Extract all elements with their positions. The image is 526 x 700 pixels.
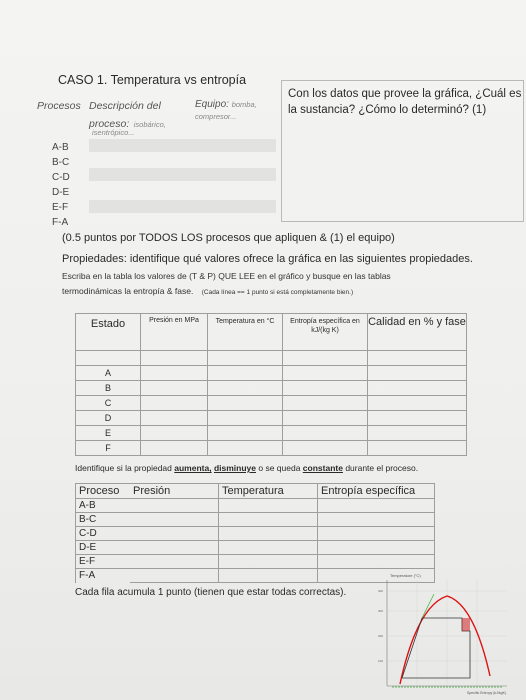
header-entropia: Entropía específica: [318, 484, 435, 499]
header-entropia: Entropía específica en kJ/(kg K): [283, 314, 368, 351]
table-header-row: [76, 484, 435, 499]
input-cell[interactable]: [208, 411, 283, 426]
svg-text:300: 300: [378, 609, 384, 613]
state-label: F: [76, 441, 141, 456]
state-label: A: [76, 366, 141, 381]
input-cell[interactable]: [130, 499, 219, 513]
input-cell[interactable]: [368, 411, 467, 426]
table-header-row: [76, 314, 467, 351]
table-row: [76, 499, 435, 513]
table-row: [76, 351, 467, 366]
table-row: [76, 411, 467, 426]
properties-table: [75, 313, 467, 456]
answer-field-ab[interactable]: [89, 139, 276, 152]
question-box[interactable]: [281, 80, 524, 222]
properties-line3: termodinámicas la entropía & fase. (Cada línea == 1 punto si está completamente bien.): [62, 286, 354, 296]
input-cell[interactable]: [219, 541, 318, 555]
process-label: C-D: [76, 527, 131, 541]
process-row-label: B-C: [52, 157, 70, 168]
footer-note: Cada fila acumula 1 punto (tienen que estar todas correctas).: [75, 587, 347, 598]
input-cell[interactable]: [368, 366, 467, 381]
scoring-note: (0.5 puntos por TODOS LOS procesos que apliquen & (1) el equipo): [62, 232, 395, 244]
question-text: Con los datos que provee la gráfica, ¿Cuál es la sustancia? ¿Cómo lo determinó? (1): [288, 88, 522, 116]
input-cell[interactable]: [141, 366, 208, 381]
input-cell[interactable]: [130, 541, 219, 555]
input-cell[interactable]: [368, 351, 467, 366]
input-cell[interactable]: [368, 396, 467, 411]
descripcion-header-line2: proceso: isobárico,: [89, 118, 166, 130]
state-label: D: [76, 411, 141, 426]
equipo-header: Equipo: bomba,: [195, 99, 257, 110]
table-row: [76, 426, 467, 441]
graph-x-label: Specific Entropy (kJ/kgK): [467, 691, 507, 695]
cycle-path: [402, 618, 470, 678]
answer-field-ef[interactable]: [89, 200, 276, 213]
input-cell[interactable]: [208, 441, 283, 456]
input-cell[interactable]: [318, 513, 435, 527]
input-cell[interactable]: [141, 411, 208, 426]
process-label: F-A: [76, 569, 131, 583]
state-label: E: [76, 426, 141, 441]
header-presion: Presión: [130, 484, 219, 499]
input-cell[interactable]: [368, 426, 467, 441]
trend-instruction: Identifique si la propiedad aumenta, disminuye o se queda constante durante el proceso.: [75, 463, 419, 473]
header-temperatura: Temperatura en °C: [208, 314, 283, 351]
table-row: [76, 381, 467, 396]
input-cell[interactable]: [368, 381, 467, 396]
input-cell[interactable]: [130, 569, 219, 583]
input-cell[interactable]: [141, 396, 208, 411]
input-cell[interactable]: [208, 351, 283, 366]
input-cell[interactable]: [130, 527, 219, 541]
header-calidad: Calidad en % y fase: [368, 314, 467, 351]
process-label: D-E: [76, 541, 131, 555]
saturation-dome: [400, 596, 490, 684]
graph-y-label: Temperature (°C): [390, 573, 421, 578]
input-cell[interactable]: [130, 555, 219, 569]
table-row: [76, 366, 467, 381]
input-cell[interactable]: [208, 381, 283, 396]
table-row: [76, 513, 435, 527]
input-cell[interactable]: [141, 441, 208, 456]
header-temperatura: Temperatura: [219, 484, 318, 499]
state-label: C: [76, 396, 141, 411]
state-cell: [76, 351, 141, 366]
input-cell[interactable]: [130, 513, 219, 527]
input-cell[interactable]: [283, 381, 368, 396]
process-row-label: F-A: [52, 217, 69, 228]
header-presion: Presión en MPa: [141, 314, 208, 351]
answer-field-cd[interactable]: [89, 168, 276, 181]
table-row: [76, 441, 467, 456]
process-label: B-C: [76, 513, 131, 527]
input-cell[interactable]: [219, 527, 318, 541]
table-row: [76, 396, 467, 411]
input-cell[interactable]: [219, 569, 318, 583]
input-cell[interactable]: [219, 555, 318, 569]
input-cell[interactable]: [219, 513, 318, 527]
input-cell[interactable]: [283, 411, 368, 426]
descripcion-header: Descripción del: [89, 100, 161, 112]
input-cell[interactable]: [283, 366, 368, 381]
svg-text:100: 100: [378, 659, 384, 663]
properties-line2: Escriba en la tabla los valores de (T & P) QUE LEE en el gráfico y busque en las tablas: [62, 271, 391, 281]
ts-diagram: [362, 566, 522, 696]
case-title: CASO 1. Temperatura vs entropía: [58, 73, 247, 87]
input-cell[interactable]: [219, 499, 318, 513]
header-proceso: Proceso: [76, 484, 131, 499]
procesos-header: Procesos: [37, 100, 81, 112]
input-cell[interactable]: [283, 441, 368, 456]
svg-text:400: 400: [378, 589, 384, 593]
cycle-highlight: [462, 618, 470, 631]
input-cell[interactable]: [141, 351, 208, 366]
input-cell[interactable]: [283, 426, 368, 441]
input-cell[interactable]: [318, 541, 435, 555]
descripcion-hint: isentrópico...: [92, 128, 135, 137]
graph-tick-labels: [378, 589, 383, 663]
process-label: E-F: [76, 555, 131, 569]
properties-heading: Propiedades: identifique qué valores ofrece la gráfica en las siguientes propiedades.: [62, 253, 473, 265]
process-row-label: E-F: [52, 202, 69, 213]
table-row: [76, 541, 435, 555]
input-cell[interactable]: [283, 396, 368, 411]
input-cell[interactable]: [318, 527, 435, 541]
header-estado: Estado: [76, 314, 141, 351]
input-cell[interactable]: [208, 366, 283, 381]
process-row-label: D-E: [52, 187, 70, 198]
svg-text:200: 200: [378, 634, 384, 638]
process-row-label: C-D: [52, 172, 70, 183]
input-cell[interactable]: [208, 396, 283, 411]
input-cell[interactable]: [141, 381, 208, 396]
process-label: A-B: [76, 499, 131, 513]
input-cell[interactable]: [318, 499, 435, 513]
input-cell[interactable]: [208, 426, 283, 441]
state-label: B: [76, 381, 141, 396]
input-cell[interactable]: [141, 426, 208, 441]
process-row-label: A-B: [52, 142, 69, 153]
input-cell[interactable]: [283, 351, 368, 366]
input-cell[interactable]: [368, 441, 467, 456]
table-row: [76, 527, 435, 541]
equipo-hint: compresor...: [195, 112, 237, 121]
